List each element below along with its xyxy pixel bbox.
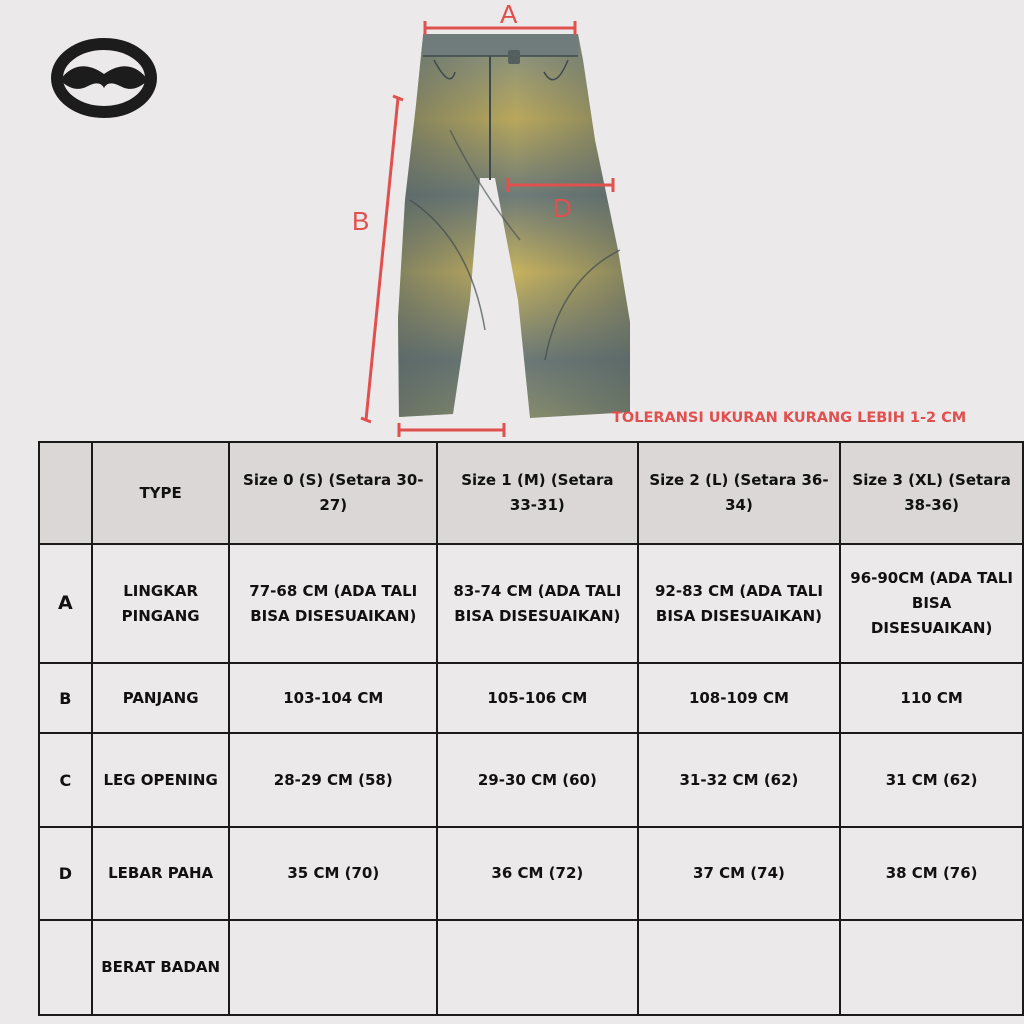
row-code: B — [39, 663, 92, 733]
row-value: 38 CM (76) — [840, 827, 1023, 920]
row-value — [437, 920, 638, 1015]
dimension-label-a: A — [500, 0, 518, 29]
table-row — [39, 544, 1023, 663]
dimension-label-b: B — [352, 206, 370, 236]
row-type: LINGKAR PINGANG — [92, 544, 230, 663]
row-value: 28-29 CM (58) — [229, 733, 437, 827]
table-row — [39, 733, 1023, 827]
row-value: 77-68 CM (ADA TALI BISA DISESUAIKAN) — [229, 544, 437, 663]
row-value: 92-83 CM (ADA TALI BISA DISESUAIKAN) — [638, 544, 841, 663]
header-size-3: Size 3 (XL) (Setara 38-36) — [840, 442, 1023, 544]
header-size-1: Size 1 (M) (Setara 33-31) — [437, 442, 638, 544]
row-value: 29-30 CM (60) — [437, 733, 638, 827]
table-header-row — [39, 442, 1023, 544]
row-code: C — [39, 733, 92, 827]
row-type: LEBAR PAHA — [92, 827, 230, 920]
row-code: D — [39, 827, 92, 920]
row-value: 37 CM (74) — [638, 827, 841, 920]
dimension-label-d: D — [553, 193, 572, 223]
row-type: LEG OPENING — [92, 733, 230, 827]
table-row — [39, 663, 1023, 733]
row-value: 31 CM (62) — [840, 733, 1023, 827]
row-value — [840, 920, 1023, 1015]
size-chart-table — [38, 441, 1024, 1016]
row-value: 35 CM (70) — [229, 827, 437, 920]
row-value: 31-32 CM (62) — [638, 733, 841, 827]
tolerance-note: TOLERANSI UKURAN KURANG LEBIH 1-2 CM — [612, 410, 967, 426]
header-type: TYPE — [92, 442, 230, 544]
row-value: 103-104 CM — [229, 663, 437, 733]
row-value: 96-90CM (ADA TALI BISA DISESUAIKAN) — [840, 544, 1023, 663]
sloth-face-logo-icon — [50, 38, 158, 118]
row-code — [39, 920, 92, 1015]
row-value: 83-74 CM (ADA TALI BISA DISESUAIKAN) — [437, 544, 638, 663]
jeans-photo — [398, 34, 630, 418]
header-size-2: Size 2 (L) (Setara 36-34) — [638, 442, 841, 544]
table-row — [39, 827, 1023, 920]
row-value: 36 CM (72) — [437, 827, 638, 920]
row-value: 108-109 CM — [638, 663, 841, 733]
row-value — [638, 920, 841, 1015]
jeans-illustration — [330, 0, 630, 440]
row-code: A — [39, 544, 92, 663]
header-size-0: Size 0 (S) (Setara 30-27) — [229, 442, 437, 544]
table-row — [39, 920, 1023, 1015]
row-value: 105-106 CM — [437, 663, 638, 733]
row-value: 110 CM — [840, 663, 1023, 733]
header-code-cell — [39, 442, 92, 544]
row-value — [229, 920, 437, 1015]
row-type: BERAT BADAN — [92, 920, 230, 1015]
row-type: PANJANG — [92, 663, 230, 733]
